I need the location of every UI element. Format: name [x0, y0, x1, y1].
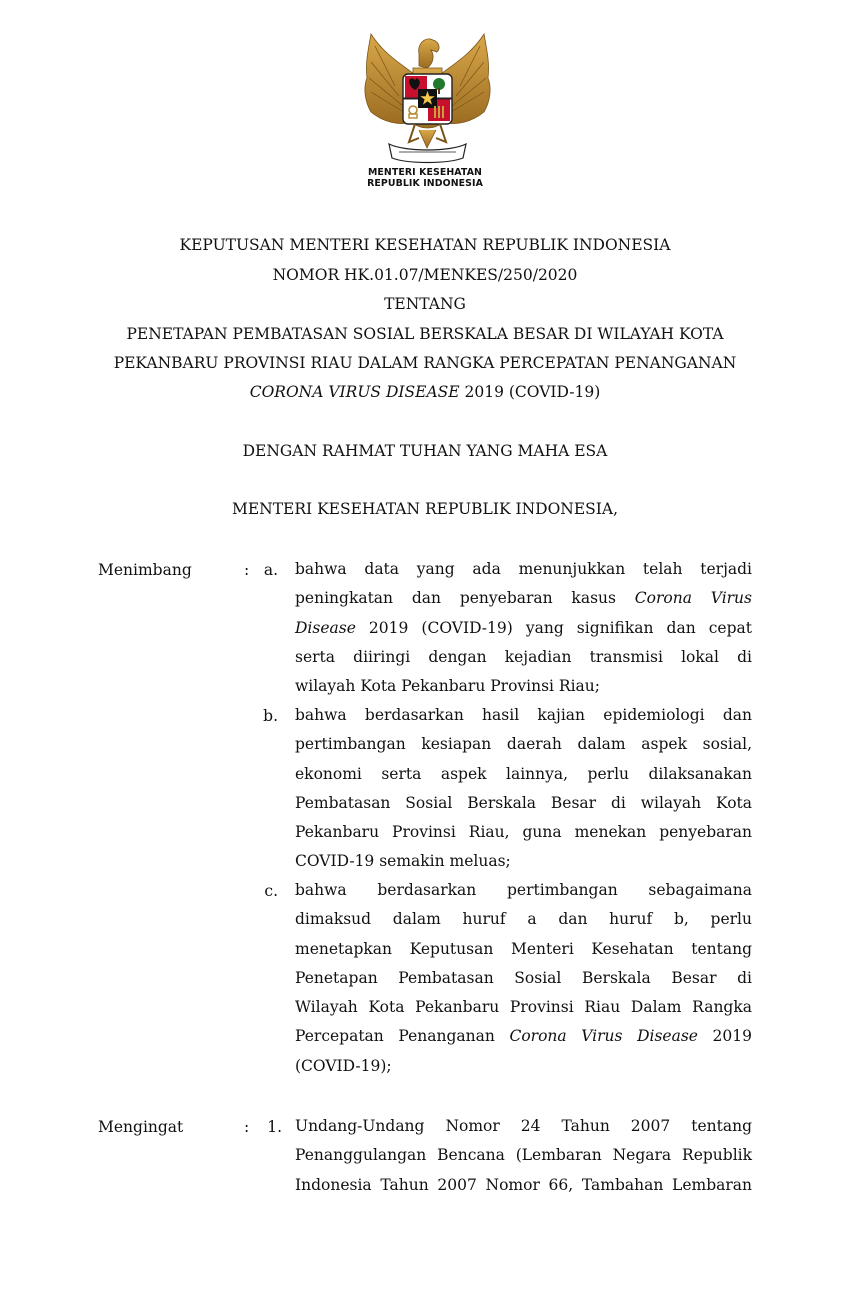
decree-subject-line: PEKANBARU PROVINSI RIAU DALAM RANGKA PERCEPATAN PENANGANAN — [113, 354, 737, 372]
text-line: Pekanbaru Provinsi Riau, guna menekan penyebaran — [295, 823, 752, 842]
text-line: wilayah Kota Pekanbaru Provinsi Riau; — [295, 677, 601, 696]
emblem-caption-line: MENTERI KESEHATAN — [367, 167, 482, 178]
italic-text: Disease — [295, 618, 356, 637]
considering-item-c — [295, 876, 752, 1081]
section-label-menimbang: Menimbang — [98, 561, 192, 579]
italic-text: Corona Virus Disease — [509, 1027, 698, 1046]
text-line — [295, 614, 752, 643]
text-line: bahwa berdasarkan hasil kajian epidemiologi dan — [295, 706, 752, 724]
item-marker: c. — [264, 882, 278, 900]
text-line: (COVID-19); — [295, 1056, 392, 1075]
minister-line: MENTERI KESEHATAN REPUBLIK INDONESIA, — [231, 500, 619, 518]
plain-text: Percepatan Penanganan — [295, 1027, 510, 1046]
emblem-caption-line: REPUBLIK INDONESIA — [367, 177, 483, 189]
considering-item-a — [295, 555, 752, 701]
plain-text: peningkatan dan penyebaran kasus — [295, 589, 635, 608]
garuda-pancasila-emblem-icon — [355, 26, 500, 168]
decree-number: NOMOR HK.01.07/MENKES/250/2020 — [272, 266, 578, 284]
text-line: Penetapan Pembatasan Sosial Berskala Besar di — [295, 968, 752, 987]
text-line: bahwa berdasarkan pertimbangan sebagaimana — [295, 881, 752, 899]
text-line — [295, 1022, 752, 1051]
text-line: serta diiringi dengan kejadian transmisi lokal di — [295, 647, 752, 666]
decree-subject-line: PENETAPAN PEMBATASAN SOSIAL BERSKALA BESAR DI WILAYAH KOTA — [126, 325, 724, 343]
text-line: menetapkan Keputusan Menteri Kesehatan tentang — [295, 939, 752, 958]
section-colon: : — [244, 1118, 250, 1136]
text-line: Indonesia Tahun 2007 Nomor 66, Tambahan Lembaran — [295, 1175, 752, 1194]
emblem-caption — [330, 168, 520, 189]
blessing-line: DENGAN RAHMAT TUHAN YANG MAHA ESA — [242, 442, 608, 460]
item-marker: a. — [263, 561, 278, 579]
text-line: bahwa data yang ada menunjukkan telah terjadi — [295, 560, 752, 578]
text-line: pertimbangan kesiapan daerah dalam aspek sosial, — [295, 735, 752, 754]
section-colon: : — [244, 561, 250, 579]
decree-subject-line — [60, 382, 790, 402]
text-line: ekonomi serta aspek lainnya, perlu dilaksanakan — [295, 764, 752, 783]
considering-item-b — [295, 701, 752, 877]
plain-text: 2019 (COVID-19) — [459, 383, 601, 401]
text-line: COVID-19 semakin meluas; — [295, 852, 511, 871]
italic-text: CORONA VIRUS DISEASE — [249, 383, 460, 401]
text-line — [295, 584, 752, 613]
text-line: Undang-Undang Nomor 24 Tahun 2007 tentang — [295, 1117, 752, 1135]
text-line: Wilayah Kota Pekanbaru Provinsi Riau Dalam Rangka — [295, 998, 752, 1017]
text-line: dimaksud dalam huruf a dan huruf b, perlu — [295, 910, 752, 929]
italic-text: Corona Virus — [634, 589, 752, 608]
plain-text: 2019 — [697, 1027, 753, 1046]
item-marker: 1. — [267, 1118, 282, 1136]
text-line: Pembatasan Sosial Berskala Besar di wilayah Kota — [295, 793, 752, 812]
plain-text: 2019 (COVID-19) yang signifikan dan cepat — [355, 618, 752, 637]
item-marker: b. — [263, 707, 278, 725]
text-line: Penanggulangan Bencana (Lembaran Negara Republik — [295, 1146, 752, 1165]
decree-title: KEPUTUSAN MENTERI KESEHATAN REPUBLIK INDONESIA — [179, 236, 671, 254]
decree-about: TENTANG — [384, 295, 466, 313]
recalling-item-1 — [295, 1112, 752, 1200]
section-label-mengingat: Mengingat — [98, 1118, 184, 1136]
